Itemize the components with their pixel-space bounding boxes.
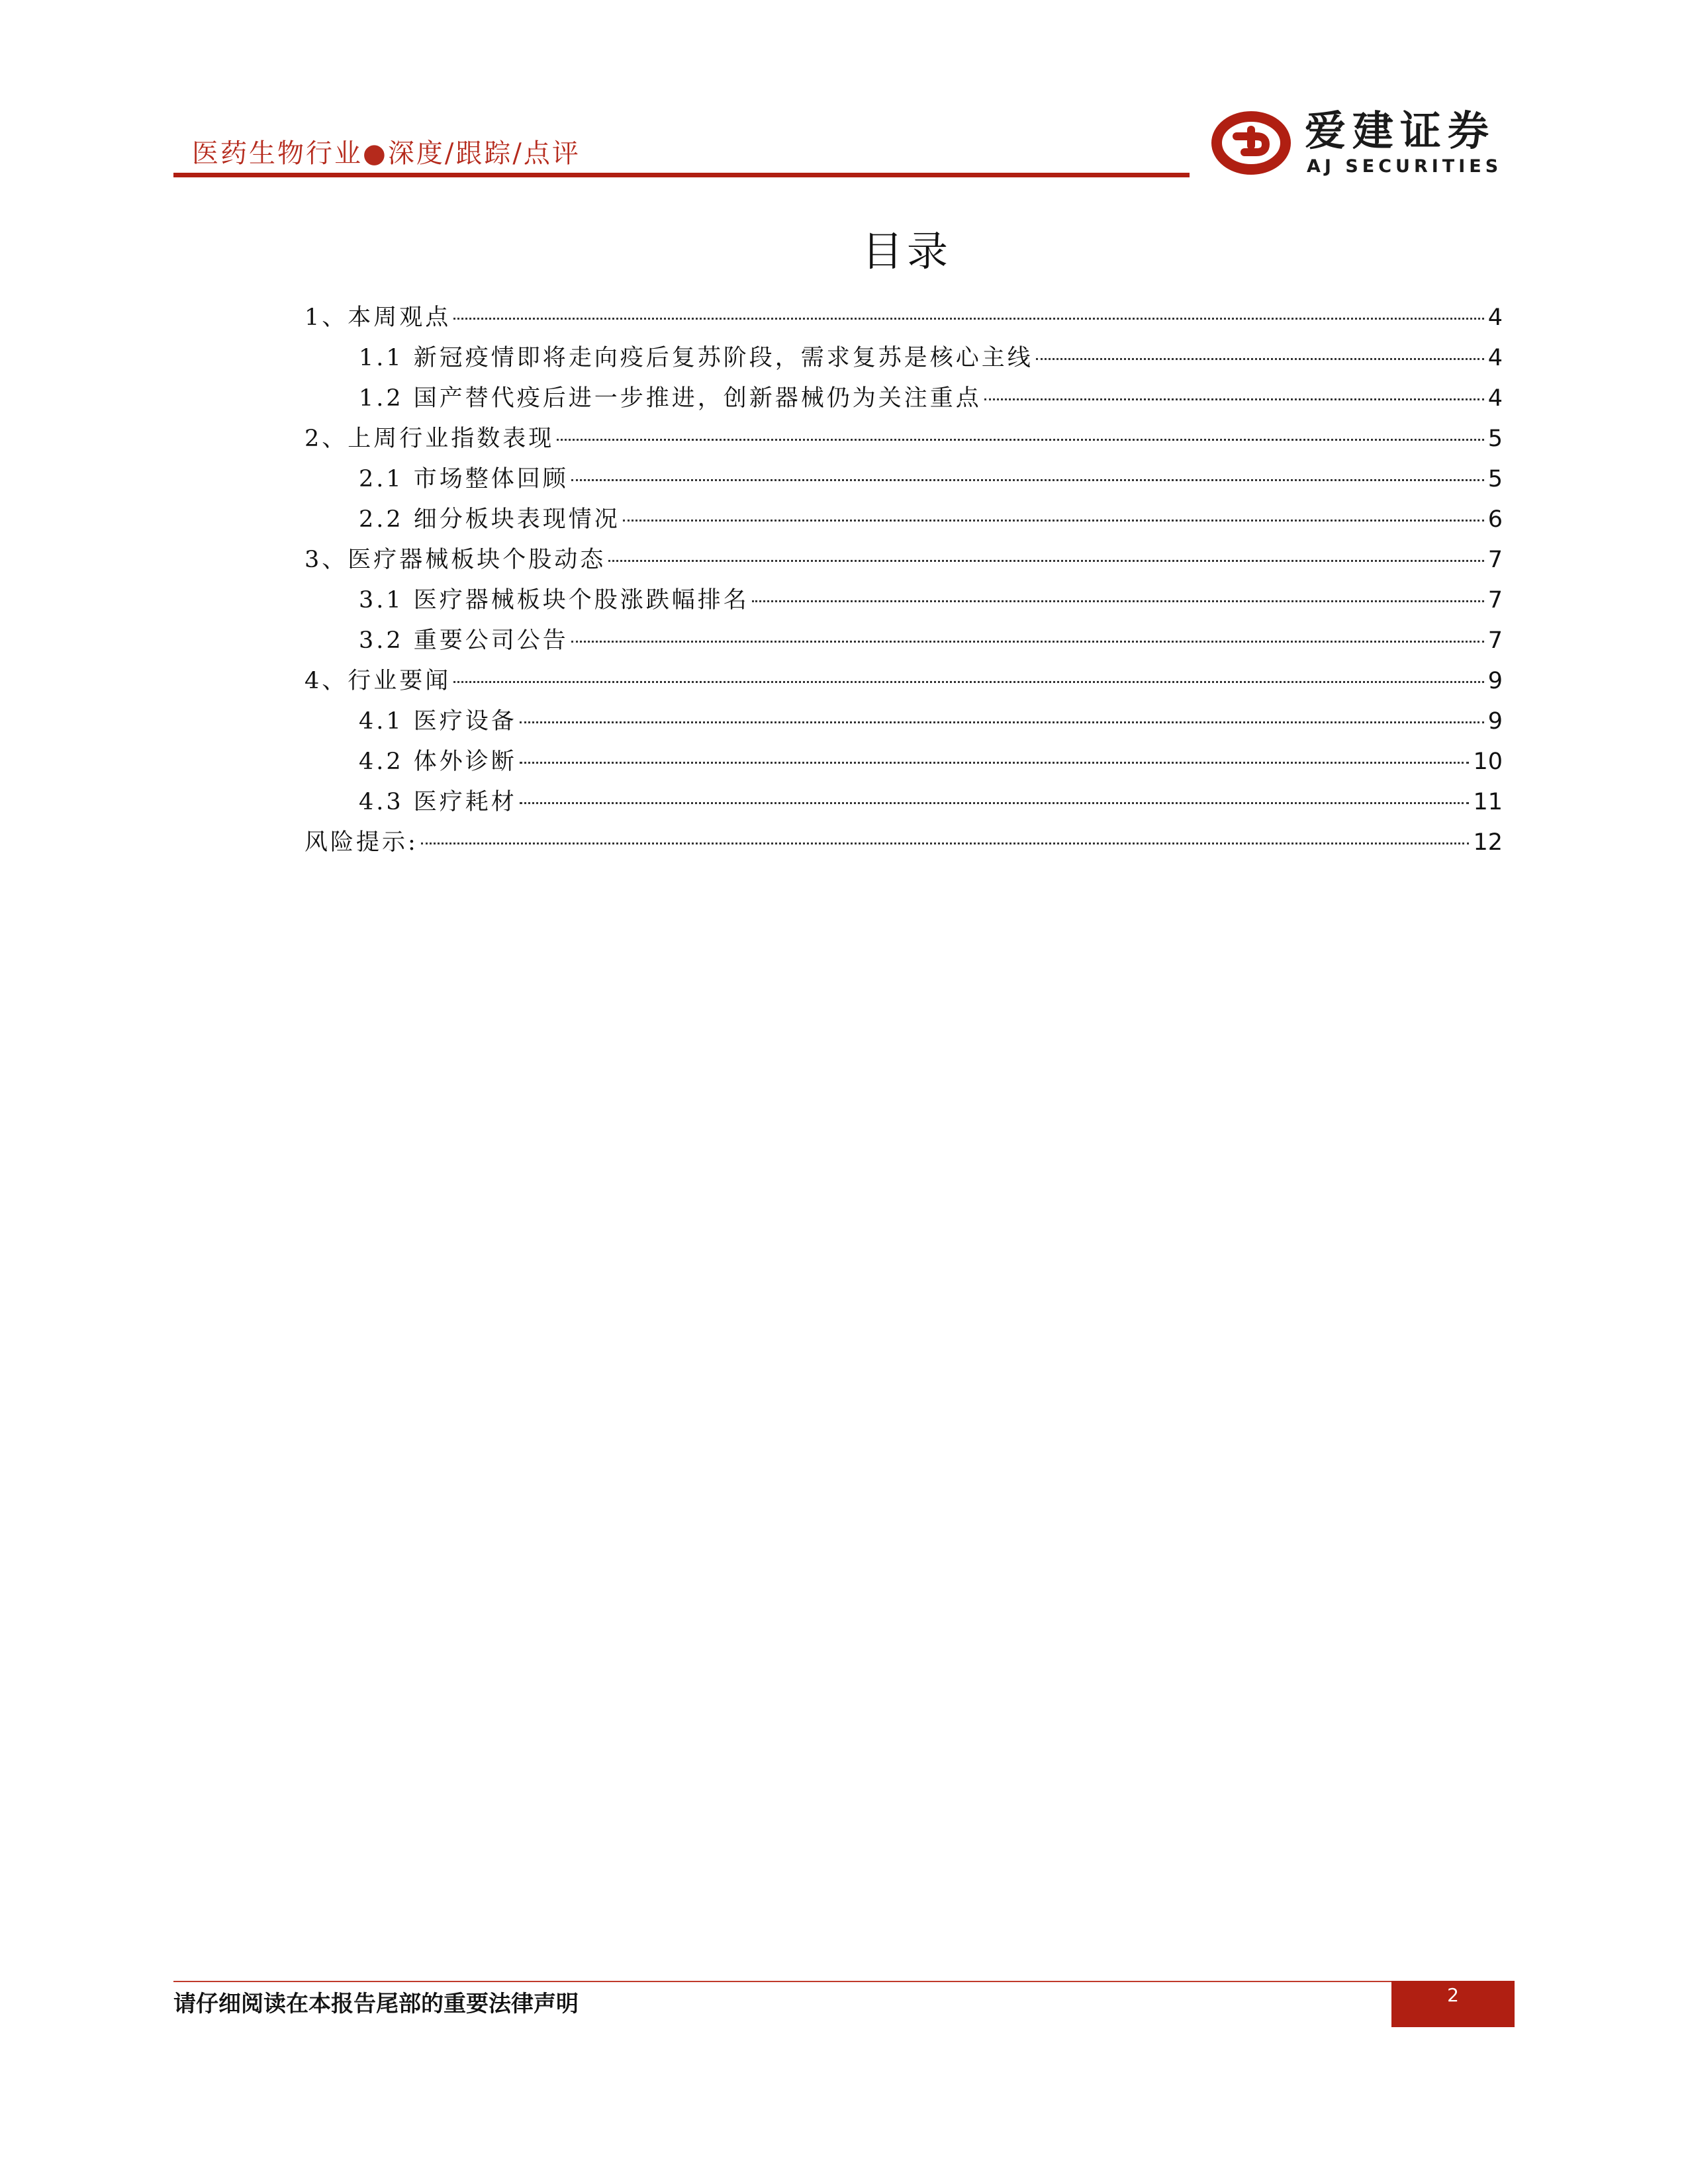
- toc-entry-label: 2.1 市场整体回顾: [359, 466, 569, 492]
- toc-entry-label: 4.2 体外诊断: [359, 749, 517, 775]
- toc-entry-page: 5: [1487, 426, 1503, 452]
- footer-disclaimer: 请仔细阅读在本报告尾部的重要法律声明: [173, 1991, 579, 2017]
- toc-entry[interactable]: [305, 459, 1503, 500]
- toc-entry[interactable]: [305, 379, 1503, 419]
- toc-entry-page: 11: [1473, 789, 1503, 815]
- toc-leader-dots: [1036, 358, 1484, 360]
- toc-leader-dots: [571, 479, 1484, 481]
- toc-leader-dots: [520, 762, 1470, 764]
- toc-entry[interactable]: [305, 621, 1503, 661]
- toc-entry-page: 5: [1487, 466, 1503, 492]
- toc-entry[interactable]: [305, 419, 1503, 459]
- toc-entry-page: 10: [1473, 749, 1503, 775]
- logo-chinese-name: 爱建证券: [1305, 107, 1496, 155]
- toc-leader-dots: [520, 721, 1484, 723]
- toc-entry-page: 9: [1487, 668, 1503, 694]
- toc-entry[interactable]: [305, 298, 1503, 338]
- table-of-contents: [305, 298, 1503, 863]
- toc-entry[interactable]: [305, 823, 1503, 863]
- toc-leader-dots: [453, 318, 1483, 320]
- toc-entry-page: 7: [1487, 587, 1503, 614]
- toc-leader-dots: [608, 560, 1483, 562]
- footer-divider: [173, 1981, 1391, 1982]
- toc-leader-dots: [520, 802, 1470, 804]
- toc-entry-page: 4: [1487, 345, 1503, 371]
- toc-entry[interactable]: [305, 782, 1503, 823]
- header-divider: [173, 173, 1190, 177]
- company-logo: [1210, 105, 1515, 184]
- page-number: 2: [1447, 1984, 1459, 2006]
- toc-entry-label: 1.2 国产替代疫后进一步推进，创新器械仍为关注重点: [359, 385, 982, 412]
- page-title: 目录: [861, 227, 952, 275]
- toc-leader-dots: [623, 520, 1484, 522]
- toc-entry-page: 9: [1487, 708, 1503, 735]
- toc-leader-dots: [984, 398, 1484, 400]
- toc-entry[interactable]: [305, 338, 1503, 379]
- toc-leader-dots: [421, 842, 1470, 844]
- toc-entry-page: 7: [1487, 547, 1503, 573]
- toc-entry-label: 4.3 医疗耗材: [359, 789, 517, 815]
- toc-entry[interactable]: [305, 742, 1503, 782]
- toc-entry-page: 4: [1487, 385, 1503, 412]
- toc-entry-label: 4.1 医疗设备: [359, 708, 517, 735]
- logo-english-name: AJ SECURITIES: [1307, 156, 1503, 177]
- toc-entry-label: 2、上周行业指数表现: [305, 426, 555, 452]
- toc-entry-page: 6: [1487, 506, 1503, 533]
- toc-entry[interactable]: [305, 540, 1503, 580]
- toc-entry[interactable]: [305, 500, 1503, 540]
- aj-logo-icon: [1210, 105, 1296, 177]
- toc-entry-label: 风险提示:: [305, 829, 418, 856]
- toc-entry-label: 3.1 医疗器械板块个股涨跌幅排名: [359, 587, 749, 614]
- page-number-box: [1391, 1981, 1515, 2027]
- toc-entry[interactable]: [305, 580, 1503, 621]
- toc-entry-label: 1、本周观点: [305, 304, 451, 331]
- header-category: 医药生物行业●深度/跟踪/点评: [192, 138, 581, 169]
- toc-entry-label: 3、医疗器械板块个股动态: [305, 547, 606, 573]
- toc-leader-dots: [453, 681, 1483, 683]
- toc-entry[interactable]: [305, 702, 1503, 742]
- toc-leader-dots: [752, 600, 1484, 602]
- toc-entry-label: 3.2 重要公司公告: [359, 627, 569, 654]
- toc-entry-page: 4: [1487, 304, 1503, 331]
- toc-entry-label: 2.2 细分板块表现情况: [359, 506, 620, 533]
- toc-entry-page: 12: [1473, 829, 1503, 856]
- toc-leader-dots: [557, 439, 1483, 441]
- toc-entry-label: 4、行业要闻: [305, 668, 451, 694]
- toc-leader-dots: [571, 641, 1484, 643]
- toc-entry-label: 1.1 新冠疫情即将走向疫后复苏阶段，需求复苏是核心主线: [359, 345, 1033, 371]
- toc-entry-page: 7: [1487, 627, 1503, 654]
- toc-entry[interactable]: [305, 661, 1503, 702]
